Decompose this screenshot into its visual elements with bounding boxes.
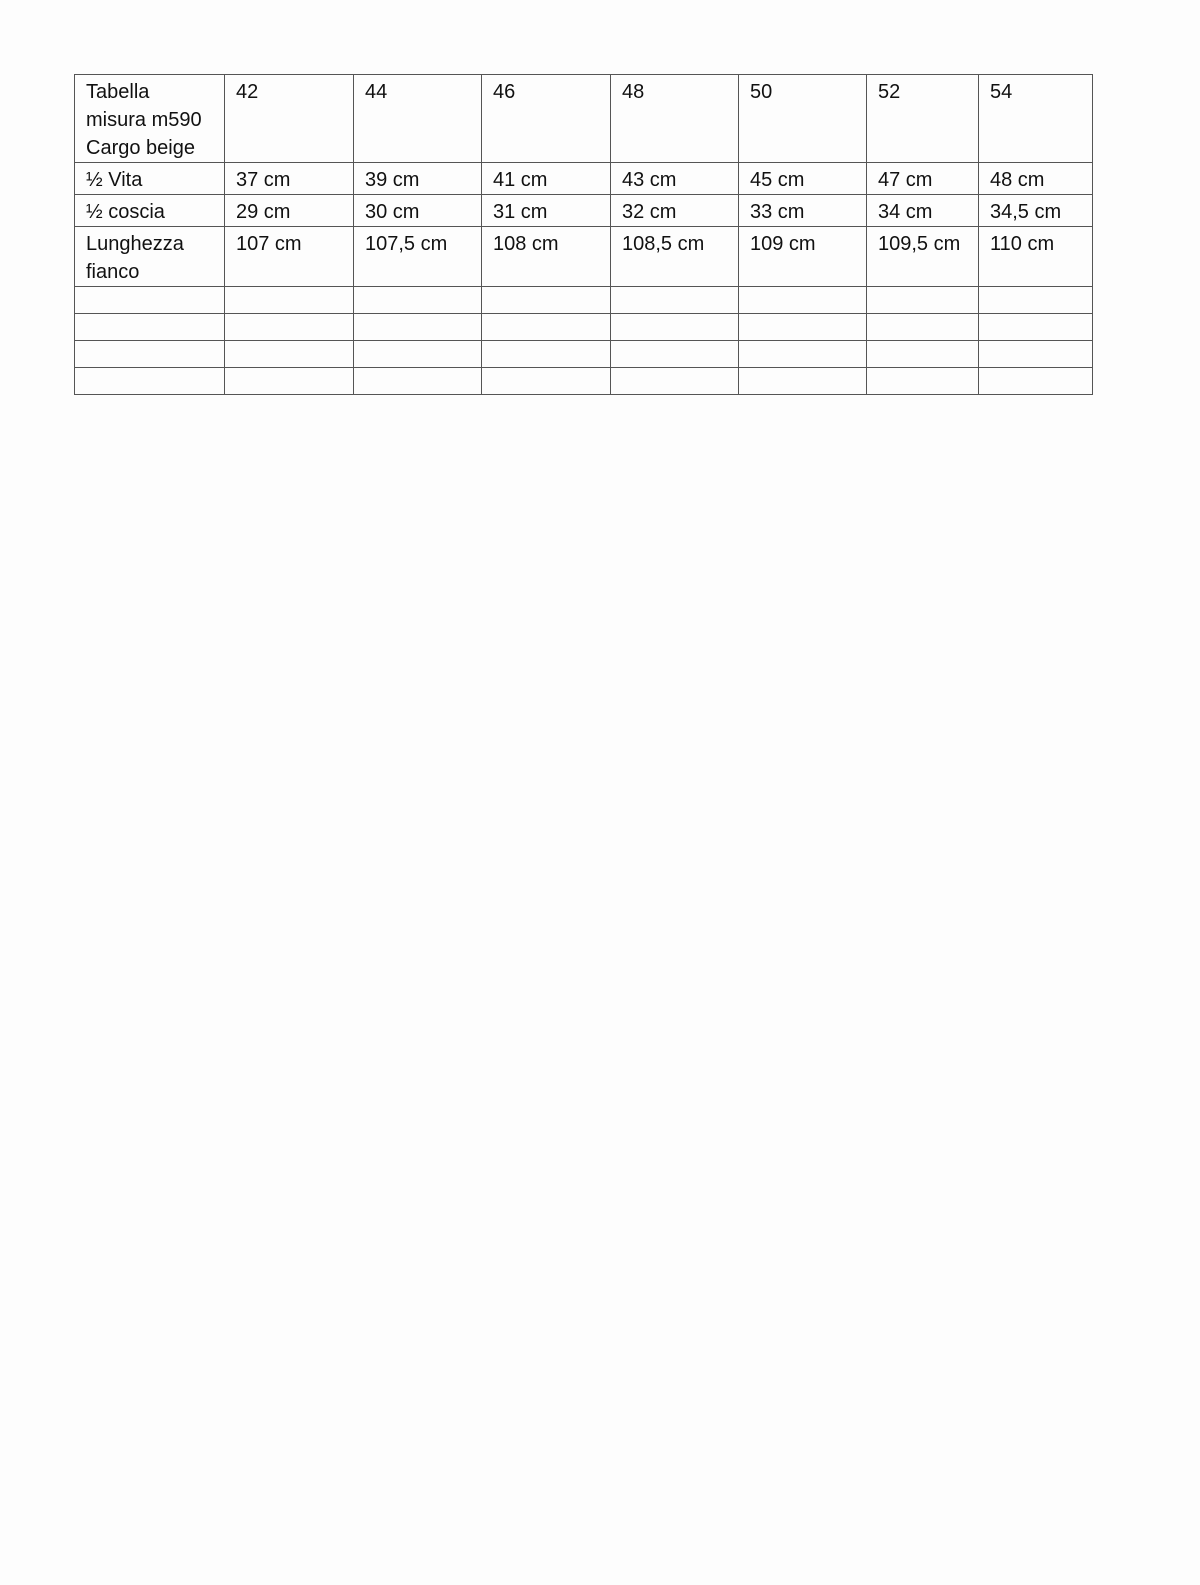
empty-cell <box>354 314 482 341</box>
empty-cell <box>225 287 354 314</box>
measure-cell: 31 cm <box>482 195 611 227</box>
empty-cell <box>611 368 739 395</box>
empty-cell <box>354 287 482 314</box>
measure-cell: 37 cm <box>225 163 354 195</box>
measure-cell: 107 cm <box>225 227 354 287</box>
empty-cell <box>867 287 979 314</box>
empty-cell <box>739 287 867 314</box>
measure-cell: 47 cm <box>867 163 979 195</box>
empty-cell <box>75 314 225 341</box>
size-header-cell: 50 <box>739 75 867 163</box>
empty-cell <box>979 287 1093 314</box>
empty-cell <box>75 287 225 314</box>
empty-cell <box>611 287 739 314</box>
empty-cell <box>482 368 611 395</box>
empty-cell <box>979 368 1093 395</box>
empty-cell <box>739 368 867 395</box>
measure-cell: 108 cm <box>482 227 611 287</box>
measure-cell: 45 cm <box>739 163 867 195</box>
size-header-cell: 52 <box>867 75 979 163</box>
empty-table-row <box>75 287 1093 314</box>
measure-cell: 30 cm <box>354 195 482 227</box>
size-header-cell: 44 <box>354 75 482 163</box>
empty-cell <box>75 368 225 395</box>
empty-cell <box>611 341 739 368</box>
measure-cell: 109 cm <box>739 227 867 287</box>
table-row-half-thigh <box>75 195 1093 227</box>
measure-cell: 48 cm <box>979 163 1093 195</box>
measure-cell: 32 cm <box>611 195 739 227</box>
measure-cell: 34 cm <box>867 195 979 227</box>
measure-cell: 108,5 cm <box>611 227 739 287</box>
size-header-cell: 48 <box>611 75 739 163</box>
empty-cell <box>482 314 611 341</box>
empty-cell <box>482 341 611 368</box>
measure-cell: 107,5 cm <box>354 227 482 287</box>
empty-cell <box>867 368 979 395</box>
size-header-cell: 54 <box>979 75 1093 163</box>
empty-cell <box>979 314 1093 341</box>
measure-cell: 109,5 cm <box>867 227 979 287</box>
size-header-cell: 46 <box>482 75 611 163</box>
measure-cell: 39 cm <box>354 163 482 195</box>
measure-cell: 41 cm <box>482 163 611 195</box>
table-row-half-waist <box>75 163 1093 195</box>
empty-cell <box>867 341 979 368</box>
empty-cell <box>739 314 867 341</box>
header-row <box>75 75 1093 163</box>
empty-cell <box>482 287 611 314</box>
empty-cell <box>979 341 1093 368</box>
measure-cell: 43 cm <box>611 163 739 195</box>
empty-cell <box>225 314 354 341</box>
row-label-cell: ½ coscia <box>75 195 225 227</box>
measure-cell: 29 cm <box>225 195 354 227</box>
empty-cell <box>225 368 354 395</box>
empty-table-row <box>75 341 1093 368</box>
row-label-cell: Lunghezza fianco <box>75 227 225 287</box>
measure-cell: 33 cm <box>739 195 867 227</box>
measure-cell: 110 cm <box>979 227 1093 287</box>
empty-cell <box>354 341 482 368</box>
empty-cell <box>225 341 354 368</box>
size-chart-table <box>74 74 1093 395</box>
table-row-side-length <box>75 227 1093 287</box>
measure-cell: 34,5 cm <box>979 195 1093 227</box>
empty-cell <box>75 341 225 368</box>
empty-table-row <box>75 314 1093 341</box>
empty-cell <box>867 314 979 341</box>
empty-cell <box>739 341 867 368</box>
empty-cell <box>611 314 739 341</box>
empty-table-row <box>75 368 1093 395</box>
row-label-cell: ½ Vita <box>75 163 225 195</box>
size-header-cell: 42 <box>225 75 354 163</box>
empty-cell <box>354 368 482 395</box>
table-title-cell: Tabella misura m590 Cargo beige <box>75 75 225 163</box>
